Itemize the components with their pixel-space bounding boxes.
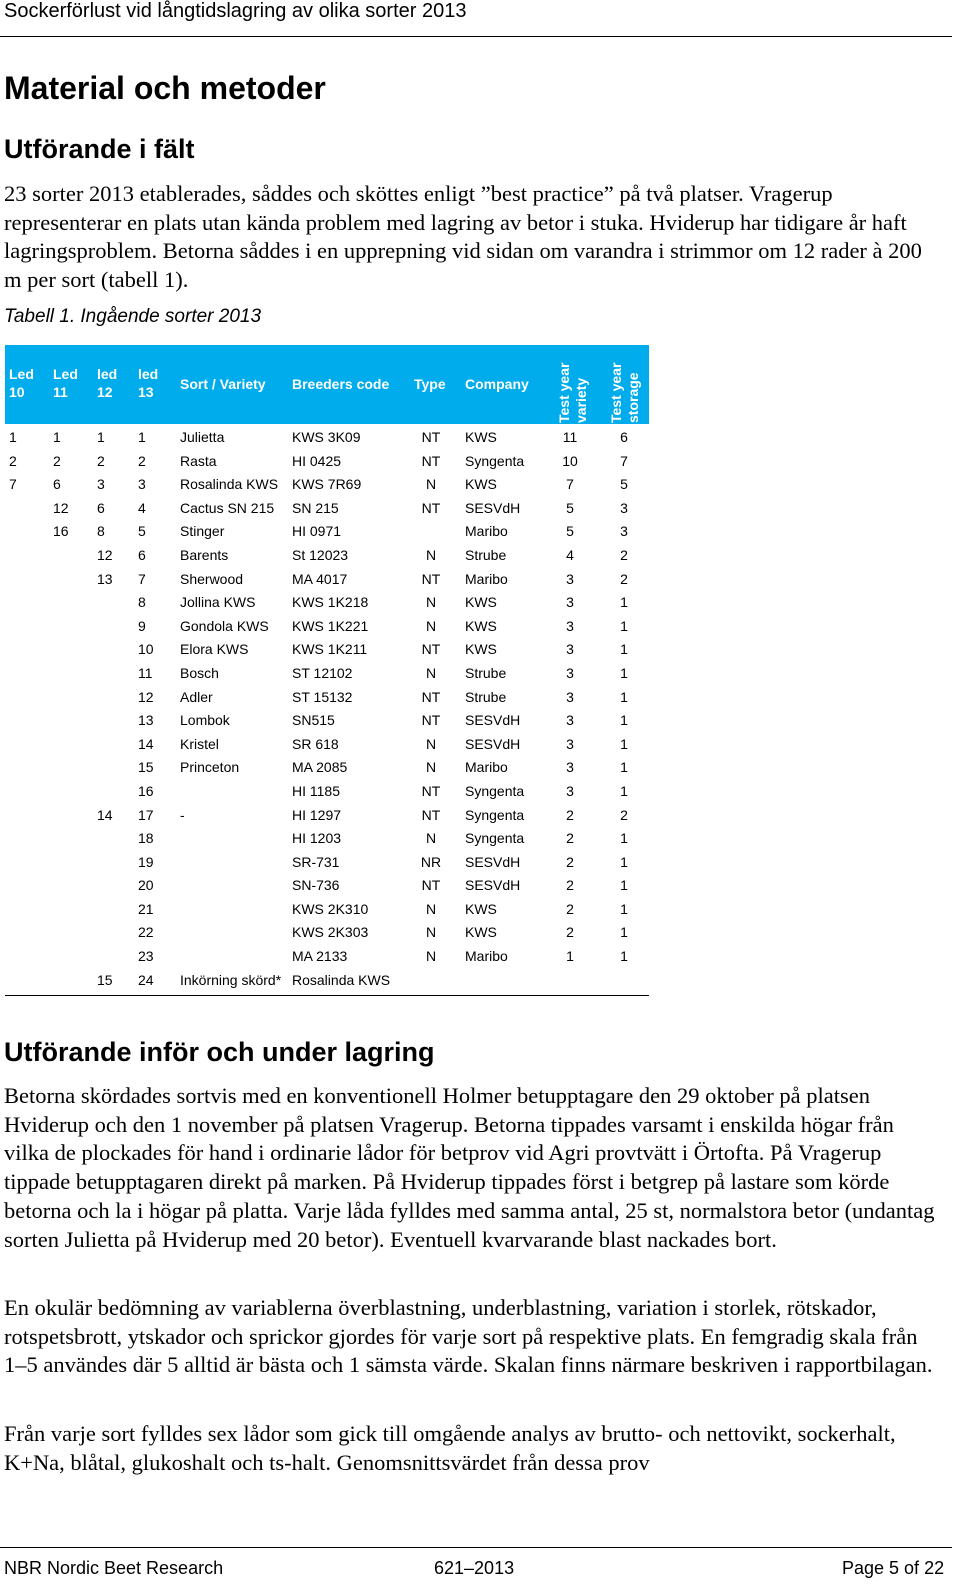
table-row: [5, 804, 649, 828]
cell-breeders-code: MA 2133: [292, 948, 348, 965]
cell-company: Strube: [465, 688, 507, 705]
cell-type: NT: [421, 782, 441, 799]
cell-test-year-variety: 3: [566, 735, 574, 752]
cell-variety: Elora KWS: [180, 641, 249, 658]
cell-test-year-variety: 3: [566, 712, 574, 729]
field-paragraph: 23 sorter 2013 etablerades, såddes och sköttes enligt ”best practice” på två platser. Vragerup representerar en plats utan kända problem med lagring av betor i stuka. Hviderup har tidigare år haft lagringsproblem. Betorna såddes i en upprepning vid sidan om varandra i strimmor om 12 rader à 200 m per sort (tabell 1).: [4, 181, 922, 293]
col-header-test-year-variety: Test year variety: [556, 362, 589, 423]
cell-breeders-code: KWS 3K09: [292, 429, 361, 445]
table-row: [5, 945, 649, 969]
footer-page-number: Page 5 of 22: [842, 1558, 945, 1578]
cell-breeders-code: St 12023: [292, 546, 349, 563]
cell-test-year-variety: 2: [566, 830, 574, 847]
cell-test-year-storage: 1: [620, 688, 628, 705]
table-bottom-rule: [5, 995, 649, 996]
cell-test-year-variety: 2: [566, 806, 574, 823]
cell-type: N: [425, 900, 437, 917]
cell-test-year-storage: 1: [620, 594, 628, 611]
cell-led13: 3: [138, 476, 146, 493]
cell-led13: 16: [138, 782, 154, 799]
cell-type: N: [425, 476, 437, 493]
cell-breeders-code: SR-731: [292, 853, 340, 870]
cell-variety: Lombok: [180, 712, 230, 729]
cell-led13: 24: [138, 971, 154, 988]
cell-breeders-code: MA 4017: [292, 570, 348, 587]
cell-led13: 11: [138, 664, 153, 681]
cell-test-year-variety: 10: [562, 452, 578, 469]
cell-test-year-variety: 3: [566, 664, 574, 681]
cell-type: N: [425, 830, 437, 847]
cell-test-year-variety: 2: [566, 853, 574, 870]
cell-test-year-variety: 3: [566, 782, 574, 799]
cell-company: KWS: [465, 476, 497, 493]
cell-variety: Cactus SN 215: [180, 499, 275, 516]
cell-led13: 19: [138, 853, 154, 870]
cell-breeders-code: HI 0971: [292, 523, 342, 540]
cell-led13: 22: [138, 924, 154, 941]
table-row: [5, 898, 649, 922]
cell-test-year-variety: 7: [566, 476, 574, 493]
cell-breeders-code: KWS 1K221: [292, 617, 369, 634]
cell-type: NT: [421, 641, 441, 658]
table-row: [5, 568, 649, 592]
cell-company: Strube: [465, 546, 507, 563]
cell-company: SESVdH: [465, 877, 521, 894]
cell-led12: 1: [97, 429, 105, 445]
cell-test-year-storage: 2: [620, 570, 628, 587]
cell-led10: 1: [9, 429, 17, 445]
cell-led13: 20: [138, 877, 154, 894]
table-row: [5, 450, 649, 474]
table-row: [5, 969, 649, 993]
cell-breeders-code: HI 0425: [292, 452, 342, 469]
cell-type: NT: [421, 570, 441, 587]
cell-led13: 6: [138, 546, 146, 563]
cell-led13: 18: [138, 830, 154, 847]
cell-led11: 6: [53, 476, 61, 493]
cell-test-year-storage: 3: [620, 499, 628, 516]
cell-test-year-variety: 3: [566, 594, 574, 611]
cell-variety: Sherwood: [180, 570, 244, 587]
cell-test-year-variety: 3: [566, 570, 574, 587]
cell-type: NT: [421, 688, 441, 705]
cell-led12: 13: [97, 570, 113, 587]
col-header-breeders-code: Breeders code: [292, 376, 390, 392]
cell-test-year-storage: 3: [620, 523, 628, 540]
table-row: [5, 780, 649, 804]
cell-test-year-variety: 3: [566, 688, 574, 705]
cell-company: Syngenta: [465, 806, 525, 823]
cell-breeders-code: Rosalinda KWS: [292, 971, 391, 988]
cell-led12: 15: [97, 971, 113, 988]
col-header-led10: Led 10: [9, 366, 34, 400]
cell-led13: 8: [138, 594, 146, 611]
table-row: [5, 662, 649, 686]
cell-type: NT: [421, 877, 441, 894]
cell-led12: 14: [97, 806, 113, 823]
cell-breeders-code: ST 15132: [292, 688, 353, 705]
cell-led13: 12: [138, 688, 154, 705]
cell-type: N: [425, 735, 437, 752]
cell-breeders-code: HI 1203: [292, 830, 342, 847]
cell-breeders-code: MA 2085: [292, 759, 348, 776]
cell-company: Maribo: [465, 523, 508, 540]
cell-company: KWS: [465, 900, 497, 917]
cell-test-year-variety: 3: [566, 759, 574, 776]
cell-variety: -: [180, 806, 185, 823]
cell-variety: Barents: [180, 546, 229, 563]
table-row: [5, 426, 649, 450]
cell-led11: 2: [53, 452, 61, 469]
table-row: [5, 709, 649, 733]
cell-breeders-code: KWS 1K218: [292, 594, 369, 611]
table-caption: Tabell 1. Ingående sorter 2013: [4, 306, 262, 327]
col-header-variety: Sort / Variety: [180, 376, 266, 392]
cell-type: NT: [421, 499, 441, 516]
table-row: [5, 615, 649, 639]
cell-led10: 7: [9, 476, 17, 493]
cell-type: N: [425, 617, 437, 634]
cell-variety: Julietta: [180, 429, 225, 445]
cell-breeders-code: KWS 2K303: [292, 924, 369, 941]
cell-breeders-code: KWS 1K211: [292, 641, 368, 658]
subsection-title-storage: Utförande inför och under lagring: [4, 1037, 435, 1067]
cell-variety: Rosalinda KWS: [180, 476, 279, 493]
cell-type: N: [425, 594, 437, 611]
cell-type: NR: [420, 853, 442, 870]
cell-company: Syngenta: [465, 782, 525, 799]
storage-paragraph-1: Betorna skördades sortvis med en konventionell Holmer betupptagare den 29 oktober på platsen Hviderup och den 1 november på platsen Vragerup. Betorna tippades varsamt i enskilda högar från vilka de plockades för hand i ordinarie lådor för betprov vid Agri provtvätt i Örtofta. På Vragerup tippade betupptagaren direkt på marken. På Hviderup tippades först i betgrep på lastare som körde betorna och la i högar på platta. Varje låda fylldes med samma antal, 25 st, normalstora betor (undantag sorten Julietta på Hviderup med 20 betor). Eventuell kvarvarande blast nackades bort.: [4, 1083, 935, 1252]
cell-led13: 10: [138, 641, 154, 658]
footer-report-number: 621–2013: [434, 1558, 515, 1578]
cell-breeders-code: HI 1185: [292, 782, 340, 799]
cell-company: KWS: [465, 641, 497, 658]
cell-test-year-storage: 1: [620, 664, 628, 681]
cell-led11: 16: [53, 523, 69, 540]
table-row: [5, 756, 649, 780]
cell-company: SESVdH: [465, 735, 521, 752]
cell-variety: Princeton: [180, 759, 240, 776]
table-row: [5, 497, 649, 521]
cell-type: N: [425, 664, 437, 681]
cell-led12: 3: [97, 476, 105, 493]
cell-breeders-code: SN 215: [292, 499, 339, 516]
footer-organization: NBR Nordic Beet Research: [4, 1558, 224, 1578]
cell-led11: 12: [53, 499, 69, 516]
cell-led12: 2: [97, 452, 105, 469]
cell-test-year-variety: 5: [566, 499, 574, 516]
cell-test-year-variety: 5: [566, 523, 574, 540]
cell-company: SESVdH: [465, 499, 521, 516]
cell-led13: 5: [138, 523, 146, 540]
cell-led13: 1: [138, 429, 146, 445]
cell-variety: Inkörning skörd*: [180, 971, 282, 988]
cell-led13: 23: [138, 948, 154, 965]
cell-breeders-code: HI 1297: [292, 806, 342, 823]
col-header-company: Company: [465, 376, 529, 392]
table-row: [5, 874, 649, 898]
cell-test-year-storage: 1: [620, 782, 628, 799]
cell-led12: 12: [97, 546, 113, 563]
cell-test-year-variety: 2: [566, 877, 574, 894]
cell-company: SESVdH: [465, 853, 521, 870]
cell-variety: Bosch: [180, 664, 219, 681]
storage-paragraph-2: En okulär bedömning av variablerna överblastning, underblastning, variation i storlek, rötskador, rotspetsbrott, ytskador och sprickor gjordes för varje sort på respektive plats. En femgradig skala från 1–5 användes där 5 alltid är bästa och 1 sämsta värde. Skalan finns närmare beskriven i rapportbilagan.: [4, 1295, 933, 1378]
cell-company: Syngenta: [465, 830, 525, 847]
cell-company: KWS: [465, 924, 497, 941]
col-header-led13: led 13: [138, 366, 159, 400]
cell-breeders-code: KWS 2K310: [292, 900, 369, 917]
cell-company: Strube: [465, 664, 507, 681]
subsection-title-field: Utförande i fält: [4, 134, 195, 164]
cell-type: NT: [421, 806, 441, 823]
cell-test-year-variety: 4: [566, 546, 574, 563]
cell-test-year-variety: 1: [566, 948, 574, 965]
table-row: [5, 544, 649, 568]
cell-test-year-storage: 1: [620, 900, 628, 917]
cell-test-year-storage: 1: [620, 948, 628, 965]
cell-led13: 17: [138, 806, 154, 823]
cell-test-year-variety: 2: [566, 900, 574, 917]
cell-breeders-code: SN515: [292, 712, 335, 729]
cell-test-year-storage: 1: [620, 712, 628, 729]
running-header: Sockerförlust vid långtidslagring av olika sorter 2013: [4, 0, 467, 22]
cell-test-year-storage: 1: [620, 617, 628, 634]
cell-company: KWS: [465, 429, 497, 445]
cell-led11: 1: [53, 429, 61, 445]
section-title: Material och metoder: [4, 70, 326, 106]
cell-type: NT: [421, 429, 441, 445]
col-header-test-year-storage: Test year storage: [608, 362, 641, 423]
table-header: [5, 345, 649, 424]
cell-test-year-storage: 1: [620, 853, 628, 870]
table-row: [5, 851, 649, 875]
cell-type: N: [425, 546, 437, 563]
col-header-type: Type: [414, 376, 446, 392]
cell-led10: 2: [9, 452, 17, 469]
cell-company: Maribo: [465, 570, 508, 587]
cell-company: KWS: [465, 617, 497, 634]
cell-led12: 6: [97, 499, 105, 516]
col-header-led12: led 12: [97, 366, 118, 400]
cell-type: N: [425, 948, 437, 965]
cell-variety: Stinger: [180, 523, 225, 540]
cell-company: Maribo: [465, 948, 508, 965]
cell-variety: Adler: [180, 688, 213, 705]
cell-test-year-storage: 6: [620, 429, 628, 445]
cell-company: Maribo: [465, 759, 508, 776]
table-body: [5, 426, 649, 992]
cell-test-year-storage: 1: [620, 735, 628, 752]
cell-test-year-variety: 11: [562, 429, 578, 445]
cell-test-year-variety: 3: [566, 617, 574, 634]
cell-breeders-code: ST 12102: [292, 664, 353, 681]
cell-variety: Gondola KWS: [180, 617, 269, 634]
footer-rule: [0, 1547, 952, 1548]
cell-company: Syngenta: [465, 452, 525, 469]
cell-test-year-variety: 2: [566, 924, 574, 941]
cell-test-year-storage: 1: [620, 877, 628, 894]
table-row: [5, 638, 649, 662]
cell-test-year-variety: 3: [566, 641, 574, 658]
cell-company: KWS: [465, 594, 497, 611]
cell-type: NT: [421, 712, 441, 729]
cell-type: N: [425, 924, 437, 941]
header-rule: [0, 36, 952, 37]
cell-test-year-storage: 5: [620, 476, 628, 493]
table-row: [5, 921, 649, 945]
cell-led13: 2: [138, 452, 146, 469]
table-row: [5, 827, 649, 851]
cell-test-year-storage: 2: [620, 806, 628, 823]
cell-breeders-code: SN-736: [292, 877, 340, 894]
cell-test-year-storage: 7: [620, 452, 628, 469]
cell-type: NT: [421, 452, 441, 469]
cell-breeders-code: KWS 7R69: [292, 476, 362, 493]
cell-company: SESVdH: [465, 712, 521, 729]
cell-test-year-storage: 1: [620, 830, 628, 847]
cell-breeders-code: SR 618: [292, 735, 339, 752]
cell-test-year-storage: 1: [620, 759, 628, 776]
table-row: [5, 733, 649, 757]
cell-test-year-storage: 2: [620, 546, 628, 563]
storage-paragraph-3: Från varje sort fylldes sex lådor som gick till omgående analys av brutto- och nettovikt, sockerhalt, K+Na, blåtal, glukoshalt och ts-halt. Genomsnittsvärdet från dessa prov: [4, 1421, 896, 1475]
cell-led13: 15: [138, 759, 154, 776]
cell-test-year-storage: 1: [620, 924, 628, 941]
cell-variety: Rasta: [180, 452, 217, 469]
cell-led13: 7: [138, 570, 146, 587]
col-header-led11: Led 11: [53, 366, 78, 400]
table-row: [5, 686, 649, 710]
cell-led13: 9: [138, 617, 146, 634]
table-row: [5, 591, 649, 615]
cell-test-year-storage: 1: [620, 641, 628, 658]
cell-led13: 4: [138, 499, 146, 516]
cell-led12: 8: [97, 523, 105, 540]
cell-led13: 14: [138, 735, 154, 752]
cell-variety: Kristel: [180, 735, 219, 752]
table-row: [5, 473, 649, 497]
cell-led13: 13: [138, 712, 154, 729]
cell-type: N: [425, 759, 437, 776]
cell-led13: 21: [138, 900, 154, 917]
table-row: [5, 520, 649, 544]
cell-variety: Jollina KWS: [180, 594, 256, 611]
